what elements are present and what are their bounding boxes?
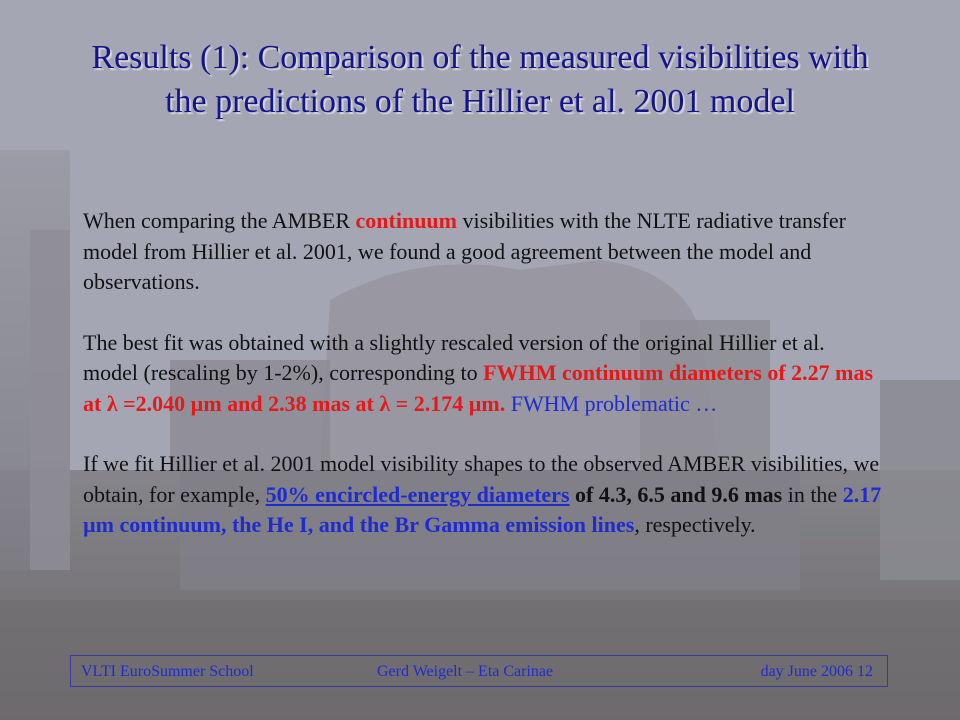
paragraph-best-fit: [83, 328, 883, 420]
para1-text-c: visibilities with the NLTE radiative transfer model from Hillier et al. 2001, we found a good agreement between the model and observations.: [83, 208, 846, 294]
para1-emphasis-continuum: continuum: [355, 208, 457, 233]
left-building-column: [30, 230, 70, 570]
para2-fwhm-note: FWHM problematic …: [505, 390, 718, 416]
para2-emphasis-fwhm: FWHM continuum diameters of 2.27 mas at λ =2.040 µm and 2.38 mas at λ = 2.174 µm.: [83, 360, 874, 416]
footer-date-page: day June 2006 12: [760, 663, 873, 680]
right-building: [880, 380, 960, 580]
para3-encircled-energy-link[interactable]: 50% encircled-energy diameters: [265, 481, 570, 507]
paragraph-continuum-comparison: [83, 206, 883, 298]
para3-emission-lines: 2.17 µm continuum, the He I, and the Br Gamma emission lines: [83, 481, 882, 537]
para3-text-f: , respectively.: [634, 512, 756, 537]
slide-title-line-1: Results (1): Comparison of the measured visibilities with: [91, 39, 869, 76]
para3-text-d: in the: [782, 481, 843, 507]
slide-title-line-2: the predictions of the Hillier et al. 2001 model: [165, 83, 795, 120]
paragraph-model-fit: [83, 449, 883, 541]
footer-event: VLTI EuroSummer School: [81, 663, 254, 680]
slide-title: [40, 36, 920, 124]
para1-text-a: When comparing the AMBER: [83, 208, 356, 233]
para2-text-a: The best fit was obtained with a slightly rescaled version of the original Hillier et al. model (rescaling by 1-2%), corresponding to: [83, 329, 825, 385]
para3-text-a: If we fit Hillier et al. 2001 model visibility shapes to the observed AMBER visibilities, we obtain, for example,: [83, 451, 880, 507]
footer-author: Gerd Weigelt – Eta Carinae: [377, 663, 554, 680]
slide-footer: [70, 655, 888, 687]
para3-diameters: of 4.3, 6.5 and 9.6 mas: [569, 481, 783, 507]
slide-body: [83, 206, 883, 571]
